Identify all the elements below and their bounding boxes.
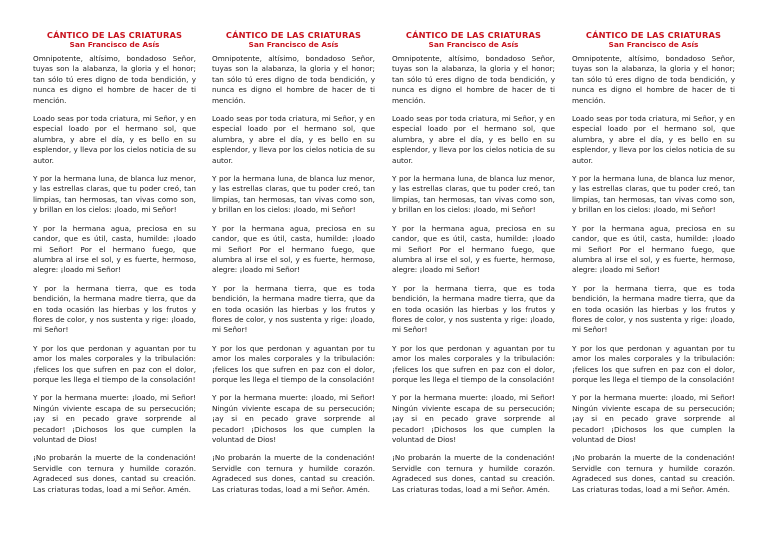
poem-column-2 — [212, 30, 375, 503]
stanza-8: ¡No probarán la muerte de la condenación! Servidle con ternura y humilde corazón. Agradeced sus dones, cantad su creación. Las criaturas todas, load a mi Señor. Amén. — [212, 453, 375, 494]
stanza-3: Y por la hermana luna, de blanca luz menor, y las estrellas claras, que tu poder creó, tan limpias, tan hermosas, tan vivas como son, y brillan en los cielos: ¡loado, mi Señor! — [392, 174, 555, 215]
poem-author: San Francisco de Asís — [248, 40, 339, 49]
stanza-7: Y por la hermana muerte: ¡loado, mi Señor! Ningún viviente escapa de su persecución; ¡ay si en pecado grave sorprende al pecador! ¡Dichosos los que cumplen la voluntad de Dios! — [33, 393, 196, 444]
poem-column-1 — [33, 30, 196, 503]
poem-column-4 — [572, 30, 735, 503]
poem-author: San Francisco de Asís — [608, 40, 699, 49]
stanza-7: Y por la hermana muerte: ¡loado, mi Señor! Ningún viviente escapa de su persecución; ¡ay si en pecado grave sorprende al pecador! ¡Dichosos los que cumplen la voluntad de Dios! — [572, 393, 735, 444]
stanza-6: Y por los que perdonan y aguantan por tu amor los males corporales y la tribulación: ¡felices los que sufren en paz con el dolor, porque les llega el tiempo de la consolación! — [572, 343, 735, 384]
stanza-1: Omnipotente, altísimo, bondadoso Señor, tuyas son la alabanza, la gloria y el honor; tan sólo tú eres digno de toda bendición, y nunca es digno el hombre de hacer de ti mención. — [212, 54, 375, 105]
stanza-5: Y por la hermana tierra, que es toda bendición, la hermana madre tierra, que da en toda ocasión las hierbas y los frutos y flores de color, y nos sustenta y rige: ¡loado, mi Señor! — [212, 283, 375, 335]
poem-title: CÁNTICO DE LAS CRIATURAS — [46, 30, 183, 40]
stanza-1: Omnipotente, altísimo, bondadoso Señor, tuyas son la alabanza, la gloria y el honor; tan sólo tú eres digno de toda bendición, y nunca es digno el hombre de hacer de ti mención. — [572, 54, 735, 105]
stanza-2: Loado seas por toda criatura, mi Señor, y en especial loado por el hermano sol, que alumbra, y abre el día, y es bello en su esplendor, y lleva por los cielos noticia de su autor. — [392, 114, 555, 165]
stanza-5: Y por la hermana tierra, que es toda bendición, la hermana madre tierra, que da en toda ocasión las hierbas y los frutos y flores de color, y nos sustenta y rige: ¡loado, mi Señor! — [33, 283, 196, 335]
stanza-2: Loado seas por toda criatura, mi Señor, y en especial loado por el hermano sol, que alumbra, y abre el día, y es bello en su esplendor, y lleva por los cielos noticia de su autor. — [33, 114, 196, 165]
stanza-5: Y por la hermana tierra, que es toda bendición, la hermana madre tierra, que da en toda ocasión las hierbas y los frutos y flores de color, y nos sustenta y rige: ¡loado, mi Señor! — [572, 283, 735, 335]
stanza-2: Loado seas por toda criatura, mi Señor, y en especial loado por el hermano sol, que alumbra, y abre el día, y es bello en su esplendor, y lleva por los cielos noticia de su autor. — [572, 114, 735, 165]
stanza-8: ¡No probarán la muerte de la condenación! Servidle con ternura y humilde corazón. Agradeced sus dones, cantad su creación. Las criaturas todas, load a mi Señor. Amén. — [392, 453, 555, 494]
stanza-8: ¡No probarán la muerte de la condenación! Servidle con ternura y humilde corazón. Agradeced sus dones, cantad su creación. Las criaturas todas, load a mi Señor. Amén. — [572, 453, 735, 494]
stanza-1: Omnipotente, altísimo, bondadoso Señor, tuyas son la alabanza, la gloria y el honor; tan sólo tú eres digno de toda bendición, y nunca es digno el hombre de hacer de ti mención. — [33, 54, 196, 105]
poem-title: CÁNTICO DE LAS CRIATURAS — [405, 30, 542, 40]
poem-column-3 — [392, 30, 555, 503]
stanza-6: Y por los que perdonan y aguantan por tu amor los males corporales y la tribulación: ¡felices los que sufren en paz con el dolor, porque les llega el tiempo de la consolación! — [392, 343, 555, 384]
stanza-2: Loado seas por toda criatura, mi Señor, y en especial loado por el hermano sol, que alumbra, y abre el día, y es bello en su esplendor, y lleva por los cielos noticia de su autor. — [212, 114, 375, 165]
stanza-1: Omnipotente, altísimo, bondadoso Señor, tuyas son la alabanza, la gloria y el honor; tan sólo tú eres digno de toda bendición, y nunca es digno el hombre de hacer de ti mención. — [392, 54, 555, 105]
poem-title: CÁNTICO DE LAS CRIATURAS — [585, 30, 722, 40]
stanza-3: Y por la hermana luna, de blanca luz menor, y las estrellas claras, que tu poder creó, tan limpias, tan hermosas, tan vivas como son, y brillan en los cielos: ¡loado, mi Señor! — [33, 174, 196, 215]
stanza-6: Y por los que perdonan y aguantan por tu amor los males corporales y la tribulación: ¡felices los que sufren en paz con el dolor, porque les llega el tiempo de la consolación! — [33, 343, 196, 384]
stanza-7: Y por la hermana muerte: ¡loado, mi Señor! Ningún viviente escapa de su persecución; ¡ay si en pecado grave sorprende al pecador! ¡Dichosos los que cumplen la voluntad de Dios! — [392, 393, 555, 444]
stanza-3: Y por la hermana luna, de blanca luz menor, y las estrellas claras, que tu poder creó, tan limpias, tan hermosas, tan vivas como son, y brillan en los cielos: ¡loado, mi Señor! — [572, 174, 735, 215]
poem-author: San Francisco de Asís — [428, 40, 519, 49]
stanza-4: Y por la hermana agua, preciosa en su candor, que es útil, casta, humilde: ¡loado mi Señor! Por el hermano fuego, que alumbra al irse el sol, y es fuerte, hermoso, alegre: ¡loado mi Señor! — [212, 223, 375, 275]
stanza-8: ¡No probarán la muerte de la condenación! Servidle con ternura y humilde corazón. Agradeced sus dones, cantad su creación. Las criaturas todas, load a mi Señor. Amén. — [33, 453, 196, 494]
stanza-4: Y por la hermana agua, preciosa en su candor, que es útil, casta, humilde: ¡loado mi Señor! Por el hermano fuego, que alumbra al irse el sol, y es fuerte, hermoso, alegre: ¡loado mi Señor! — [572, 223, 735, 275]
stanza-7: Y por la hermana muerte: ¡loado, mi Señor! Ningún viviente escapa de su persecución; ¡ay si en pecado grave sorprende al pecador! ¡Dichosos los que cumplen la voluntad de Dios! — [212, 393, 375, 444]
stanza-6: Y por los que perdonan y aguantan por tu amor los males corporales y la tribulación: ¡felices los que sufren en paz con el dolor, porque les llega el tiempo de la consolación! — [212, 343, 375, 384]
stanza-4: Y por la hermana agua, preciosa en su candor, que es útil, casta, humilde: ¡loado mi Señor! Por el hermano fuego, que alumbra al irse el sol, y es fuerte, hermoso, alegre: ¡loado mi Señor! — [33, 223, 196, 275]
stanza-5: Y por la hermana tierra, que es toda bendición, la hermana madre tierra, que da en toda ocasión las hierbas y los frutos y flores de color, y nos sustenta y rige: ¡loado, mi Señor! — [392, 283, 555, 335]
poem-title: CÁNTICO DE LAS CRIATURAS — [225, 30, 362, 40]
poem-author: San Francisco de Asís — [69, 40, 160, 49]
stanza-4: Y por la hermana agua, preciosa en su candor, que es útil, casta, humilde: ¡loado mi Señor! Por el hermano fuego, que alumbra al irse el sol, y es fuerte, hermoso, alegre: ¡loado mi Señor! — [392, 223, 555, 275]
stanza-3: Y por la hermana luna, de blanca luz menor, y las estrellas claras, que tu poder creó, tan limpias, tan hermosas, tan vivas como son, y brillan en los cielos: ¡loado, mi Señor! — [212, 174, 375, 215]
